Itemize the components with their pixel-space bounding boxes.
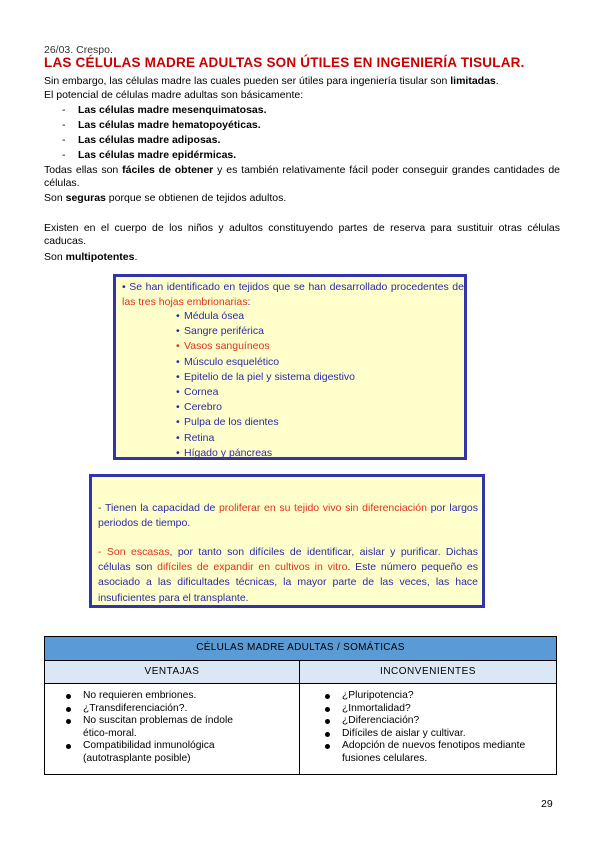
list-item: Adopción de nuevos fenotipos mediante fusiones celulares. bbox=[342, 740, 532, 765]
easy-paragraph: Todas ellas son fáciles de obtener y es también relativamente fácil poder conseguir grandes cantidades de células. bbox=[44, 164, 560, 189]
list-item: • Epitelio de la piel y sistema digestivo bbox=[176, 370, 356, 383]
list-item: • Cornea bbox=[176, 385, 219, 398]
table-header: CÉLULAS MADRE ADULTAS / SOMÁTICAS bbox=[45, 637, 557, 661]
list-item: ¿Pluripotencia? bbox=[342, 690, 556, 703]
safe-paragraph: Son seguras porque se obtienen de tejidos adultos. bbox=[44, 192, 287, 204]
list-item: • Retina bbox=[176, 431, 215, 444]
scarcity-text: - Son escasas, por tanto son difíciles de identificar, aislar y purificar. Dichas células son difíciles de expandir en cultivos in vitro. Este número pequeño es asociado a las dificultades técnicas, la mayor parte de las veces, las hace insuficientes para el transplante. bbox=[98, 546, 479, 604]
proliferation-text: - Tienen la capacidad de proliferar en su tejido vivo sin diferenciación por largos periodos de tiempo. bbox=[98, 502, 478, 530]
list-item: No suscitan problemas de índole ético-moral. bbox=[83, 715, 258, 740]
list-item: Difíciles de aislar y cultivar. bbox=[342, 728, 556, 741]
page-title: LAS CÉLULAS MADRE ADULTAS SON ÚTILES EN INGENIERÍA TISULAR. bbox=[44, 55, 525, 70]
advantages-list bbox=[45, 690, 299, 766]
list-item-highlighted: • Vasos sanguíneos bbox=[176, 340, 270, 353]
list-item: ¿Inmortalidad? bbox=[342, 703, 556, 716]
list-item: - Las células madre adiposas. bbox=[62, 134, 221, 146]
page-number: 29 bbox=[541, 798, 553, 810]
comparison-table bbox=[44, 636, 557, 775]
list-item: • Sangre periférica bbox=[176, 325, 264, 338]
list-item: - Las células madre mesenquimatosas. bbox=[62, 104, 267, 116]
list-item: - Las células madre epidérmicas. bbox=[62, 149, 237, 161]
tissues-list bbox=[176, 309, 355, 461]
intro-line-1: Sin embargo, las células madre las cuales pueden ser útiles para ingeniería tisular son limitadas. bbox=[44, 75, 499, 87]
reserve-paragraph: Existen en el cuerpo de los niños y adultos constituyendo partes de reserva para sustituir otras células caducas. bbox=[44, 222, 560, 247]
column-header-disadvantages: INCONVENIENTES bbox=[300, 661, 557, 684]
intro-line-2: El potencial de células madre adultas son básicamente: bbox=[44, 89, 304, 101]
list-item: ¿Transdiferenciación?. bbox=[83, 703, 299, 716]
disadvantages-cell bbox=[300, 684, 557, 775]
multipotent-paragraph: Son multipotentes. bbox=[44, 251, 138, 263]
advantages-cell bbox=[45, 684, 300, 775]
tissues-box bbox=[113, 274, 467, 460]
date-author: 26/03. Crespo. bbox=[44, 44, 113, 56]
list-item: • Cerebro bbox=[176, 401, 222, 414]
properties-box bbox=[89, 474, 485, 608]
list-item: • Músculo esquelético bbox=[176, 355, 280, 368]
list-item: • Hígado y páncreas bbox=[176, 446, 273, 459]
list-item: • Médula ósea bbox=[176, 310, 245, 322]
tissues-intro: • Se han identificado en tejidos que se han desarrollado procedentes de las tres hojas embrionarias: bbox=[122, 281, 464, 309]
list-item: • Pulpa de los dientes bbox=[176, 416, 279, 429]
list-item: No requieren embriones. bbox=[83, 690, 299, 703]
list-item: ¿Diferenciación? bbox=[342, 715, 556, 728]
list-item: - Las células madre hematopoyéticas. bbox=[62, 119, 261, 131]
column-header-advantages: VENTAJAS bbox=[45, 661, 300, 684]
disadvantages-list bbox=[300, 690, 556, 766]
list-item: Compatibilidad inmunológica (autotrasplante posible) bbox=[83, 740, 258, 765]
